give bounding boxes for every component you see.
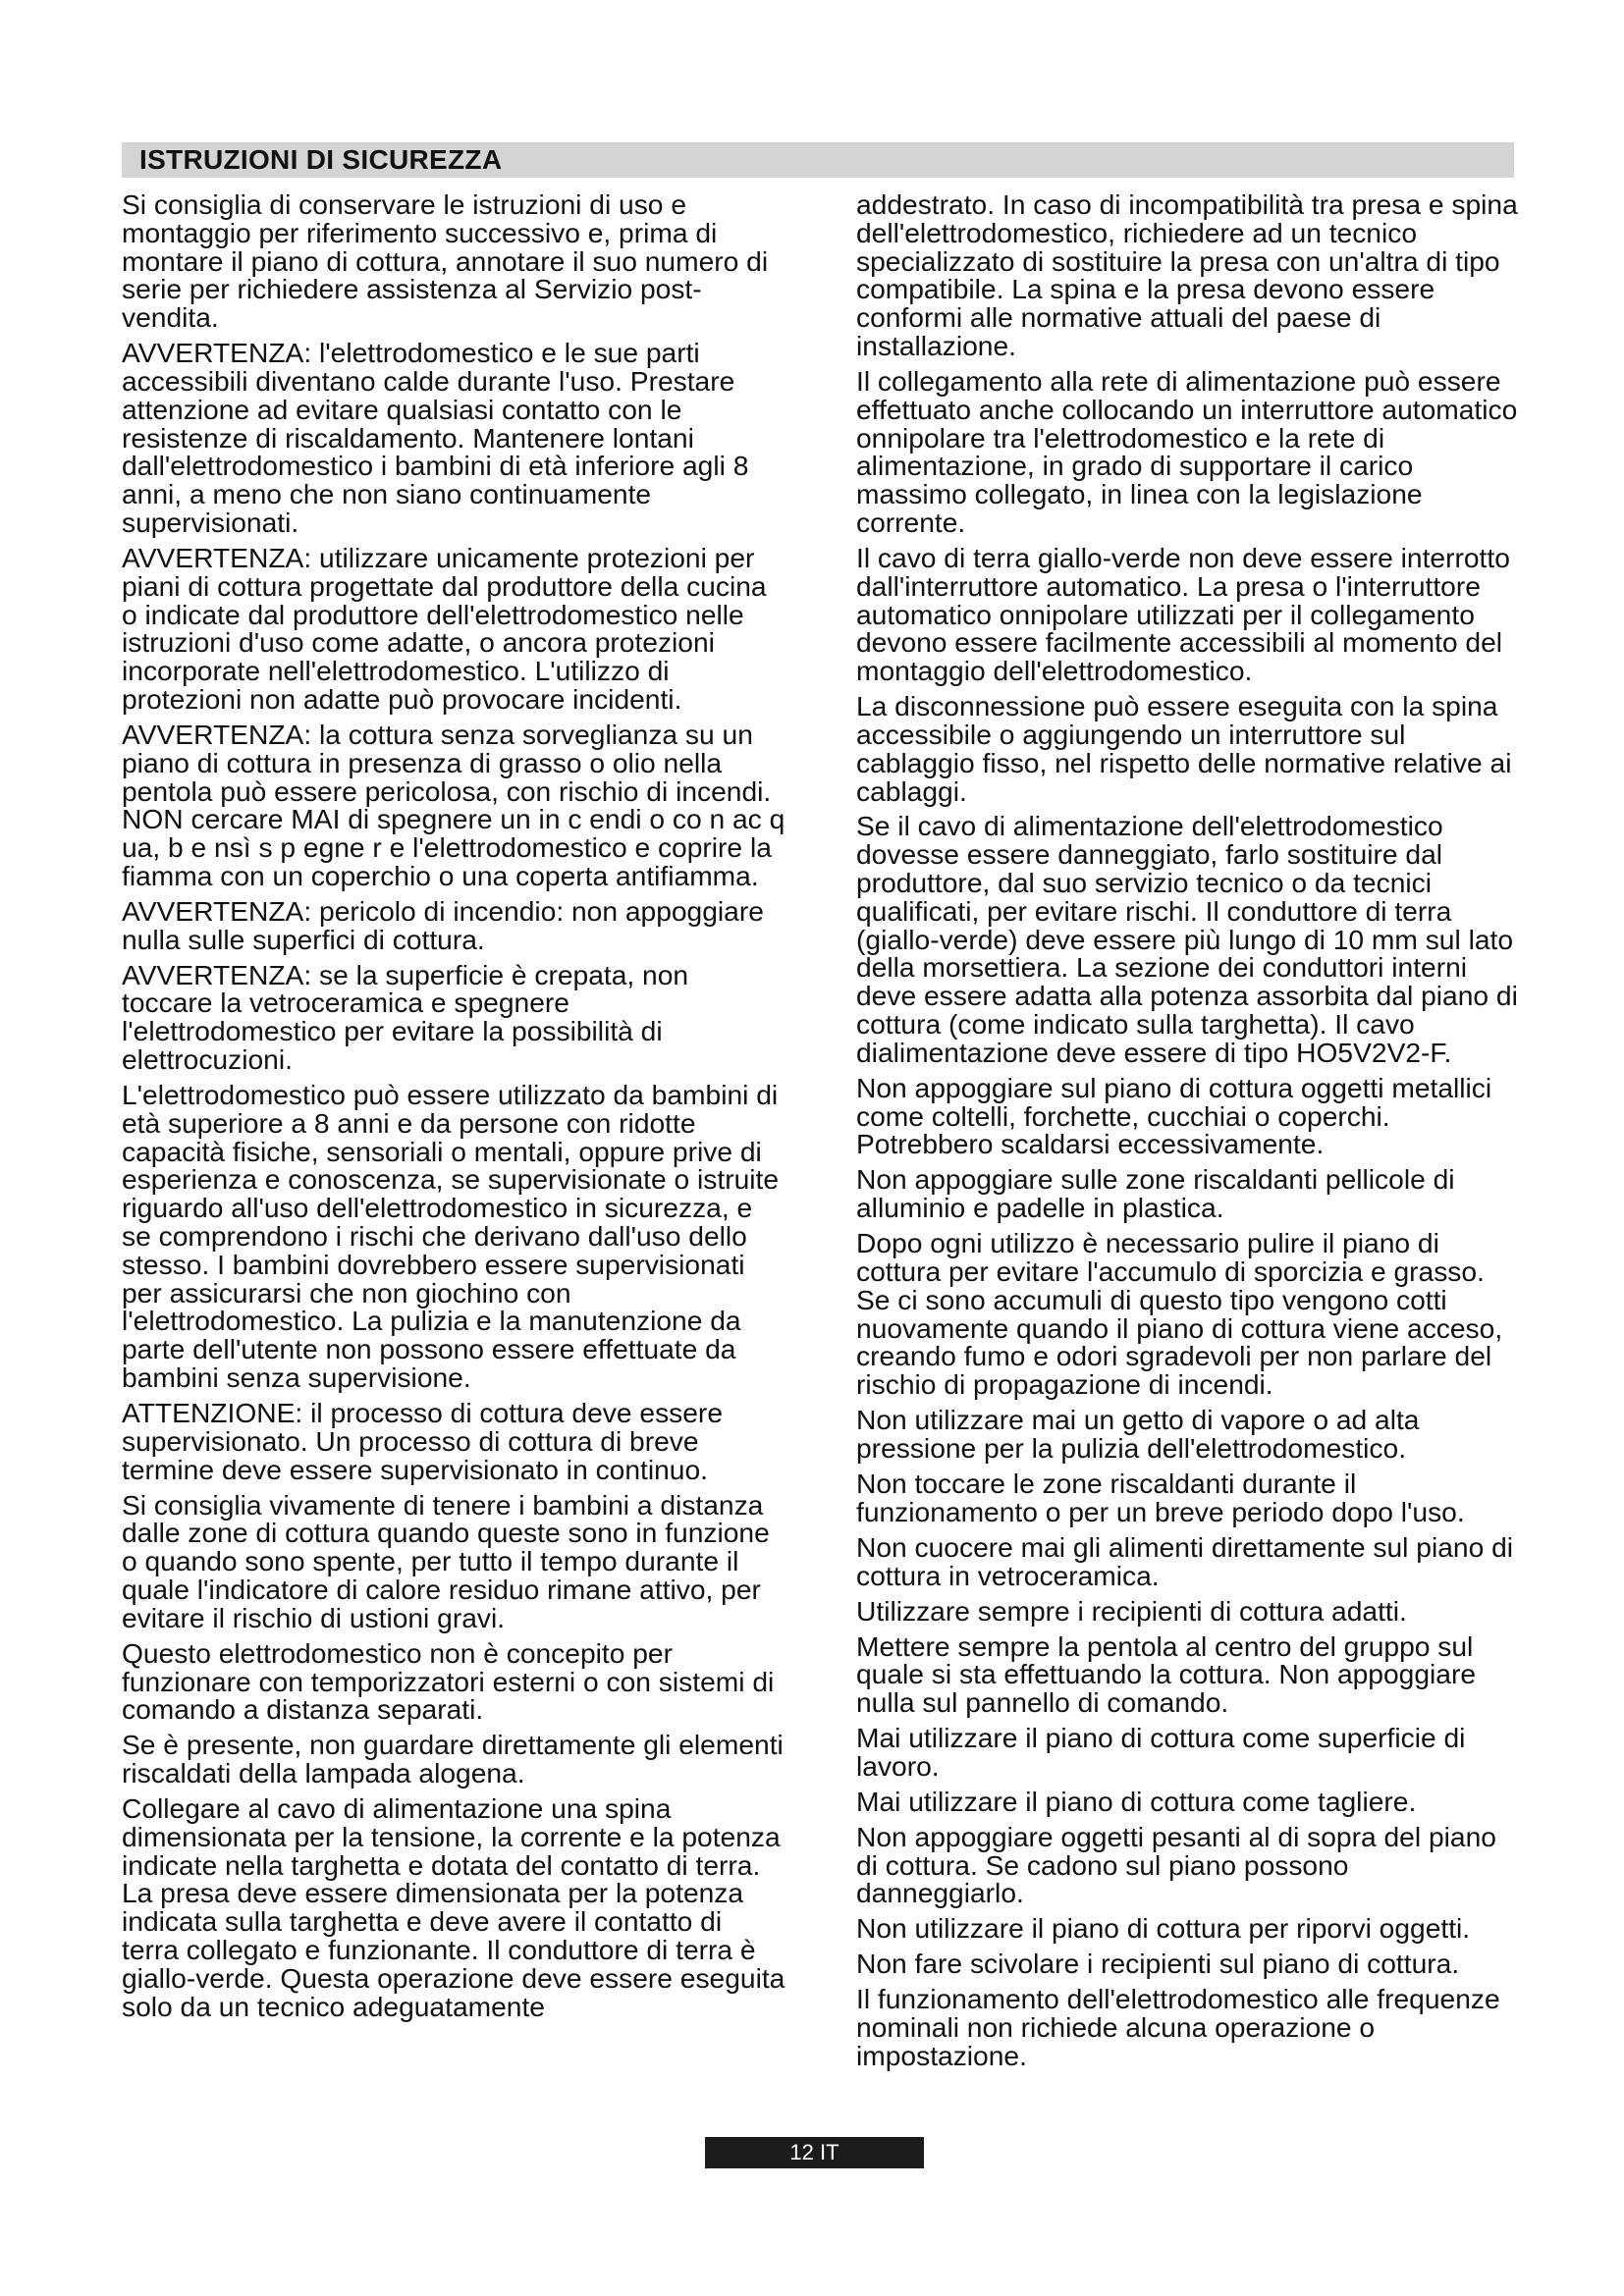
- paragraph: Il collegamento alla rete di alimentazione può essere effettuato anche collocando un interruttore automatico onnipolare tra l'elettrodomestico e la rete di alimentazione, in grado di supportare il carico massimo collegato, in linea con la legislazione corrente.: [856, 364, 1518, 538]
- paragraph: Se il cavo di alimentazione dell'elettrodomestico dovesse essere danneggiato, farlo sostituire dal produttore, dal suo servizio tecnico o da tecnici qualificati, per evitare rischi. Il conduttore di terra (giallo-verde) deve essere più lungo di 10 mm sul lato della morsettiera. La sezione dei conduttori interni deve essere adatta alla potenza assorbita dal piano di cottura (come indicato sulla targhetta). Il cavo dialimentazione deve essere di tipo HO5V2V2-F.: [856, 810, 1518, 1068]
- paragraph: Dopo ogni utilizzo è necessario pulire il piano di cottura per evitare l'accumulo di sporcizia e grasso. Se ci sono accumuli di questo tipo vengono cotti nuovamente quando il piano di cottura viene acceso, creando fumo e odori sgradevoli per non parlare del rischio di propagazione di incendi.: [856, 1227, 1503, 1401]
- paragraph: Mettere sempre la pentola al centro del gruppo sul quale si sta effettuando la cottura. Non appoggiare nulla sul pannello di comando.: [856, 1629, 1477, 1719]
- paragraph: Non appoggiare oggetti pesanti al di sopra del piano di cottura. Se cadono sul piano possono danneggiarlo.: [856, 1820, 1496, 1909]
- paragraph: L'elettrodomestico può essere utilizzato da bambini di età superiore a 8 anni e da persone con ridotte capacità fisiche, sensoriali o mentali, oppure prive di esperienza e conoscenza, se supervisionate o istruite riguardo all'uso dell'elettrodomestico in sicurezza, e se comprendono i rischi che derivano dall'uso dello stesso. I bambini dovrebbero essere supervisionati per assicurarsi che non giochino con l'elettrodomestico. La pulizia e la manutenzione da parte dell'utente non possono essere effettuate da bambini senza supervisione.: [122, 1079, 780, 1393]
- paragraph: AVVERTENZA: pericolo di incendio: non appoggiare nulla sulle superfici di cottura.: [122, 894, 764, 955]
- paragraph: Mai utilizzare il piano di cottura come tagliere.: [856, 1785, 1417, 1817]
- paragraph: AVVERTENZA: se la superficie è crepata, non toccare la vetroceramica e spegnere l'elettrodomestico per evitare la possibilità di elettrocuzioni.: [122, 958, 689, 1076]
- paragraph: Se è presente, non guardare direttamente gli elementi riscaldati della lampada alogena.: [122, 1729, 784, 1789]
- paragraph: Collegare al cavo di alimentazione una spina dimensionata per la tensione, la corrente e la potenza indicate nella targhetta e dotata del contatto di terra. La presa deve essere dimensionata per la potenza indicata sulla targhetta e deve avere il contatto di terra collegato e funzionante. Il conduttore di terra è giallo-verde. Questa operazione deve essere eseguita solo da un tecnico adeguatamente: [122, 1792, 785, 2022]
- paragraph: Mai utilizzare il piano di cottura come superficie di lavoro.: [856, 1722, 1466, 1782]
- paragraph: Non toccare le zone riscaldanti durante il funzionamento o per un breve periodo dopo l'uso.: [856, 1467, 1465, 1527]
- paragraph: La disconnessione può essere eseguita con la spina accessibile o aggiungendo un interruttore sul cablaggio fisso, nel rispetto delle normative relative ai cablaggi.: [856, 690, 1512, 807]
- section-title: ISTRUZIONI DI SICUREZZA: [139, 144, 503, 175]
- paragraph: Il funzionamento dell'elettrodomestico alle frequenze nominali non richiede alcuna operazione o impostazione.: [856, 1983, 1500, 2071]
- paragraph: Il cavo di terra giallo-verde non deve essere interrotto dall'interruttore automatico. La presa o l'interruttore automatico onnipolare utilizzati per il collegamento devono essere facilmente accessibili al momento del montaggio dell'elettrodomestico.: [856, 541, 1510, 687]
- page-number: 12 IT: [705, 2137, 924, 2168]
- paragraph: Non utilizzare il piano di cottura per riporvi oggetti.: [856, 1912, 1471, 1945]
- paragraph: Non appoggiare sul piano di cottura oggetti metallici come coltelli, forchette, cucchiai o coperchi. Potrebbero scaldarsi eccessivamente.: [856, 1071, 1492, 1160]
- paragraph: Utilizzare sempre i recipienti di cottura adatti.: [856, 1594, 1407, 1627]
- right-column: [856, 190, 1524, 2154]
- paragraph: AVVERTENZA: l'elettrodomestico e le sue parti accessibili diventano calde durante l'uso. Prestare attenzione ad evitare qualsiasi contatto con le resistenze di riscaldamento. Mantenere lontani dall'elettrodomestico i bambini di età inferiore agli 8 anni, a meno che non siano continuamente supervisionati.: [122, 337, 749, 538]
- paragraph: Si consiglia vivamente di tenere i bambini a distanza dalle zone di cottura quando queste sono in funzione o quando sono spente, per tutto il tempo durante il quale l'indicatore di calore residuo rimane attivo, per evitare il rischio di ustioni gravi.: [122, 1488, 770, 1633]
- paragraph: addestrato. In caso di incompatibilità tra presa e spina dell'elettrodomestico, richiedere ad un tecnico specializzato di sostituire la presa con un'altra di tipo compatibile. La spina e la presa devono essere conformi alle normative attuali del paese di installazione.: [856, 190, 1518, 361]
- paragraph: Si consiglia di conservare le istruzioni di uso e montaggio per riferimento successivo e, prima di montare il piano di cottura, annotare il suo numero di serie per richiedere assistenza al Servizio post-vendita.: [122, 190, 769, 334]
- paragraph: Non appoggiare sulle zone riscaldanti pellicole di alluminio e padelle in plastica.: [856, 1163, 1455, 1224]
- paragraph: AVVERTENZA: la cottura senza sorveglianza su un piano di cottura in presenza di grasso o olio nella pentola può essere pericolosa, con rischio di incendi. NON cercare MAI di spegnere un in c endi o co n ac q ua, b e nsì s p egne r e l'elettrodomestico e coprire la fiamma con un coperchio o una coperta antifiamma.: [122, 718, 785, 891]
- paragraph: Non fare scivolare i recipienti sul piano di cottura.: [856, 1948, 1460, 1980]
- paragraph: AVVERTENZA: utilizzare unicamente protezioni per piani di cottura progettate dal produttore della cucina o indicate dal produttore dell'elettrodomestico nelle istruzioni d'uso come adatte, o ancora protezioni incorporate nell'elettrodomestico. L'utilizzo di protezioni non adatte può provocare incidenti.: [122, 541, 767, 715]
- paragraph: ATTENZIONE: il processo di cottura deve essere supervisionato. Un processo di cottura di breve termine deve essere supervisionato in continuo.: [122, 1396, 723, 1485]
- left-column: [122, 190, 785, 2154]
- paragraph: Questo elettrodomestico non è concepito per funzionare con temporizzatori esterni o con sistemi di comando a distanza separati.: [122, 1636, 775, 1726]
- paragraph: Non utilizzare mai un getto di vapore o ad alta pressione per la pulizia dell'elettrodomestico.: [856, 1404, 1420, 1464]
- paragraph: Non cuocere mai gli alimenti direttamente sul piano di cottura in vetroceramica.: [856, 1530, 1514, 1591]
